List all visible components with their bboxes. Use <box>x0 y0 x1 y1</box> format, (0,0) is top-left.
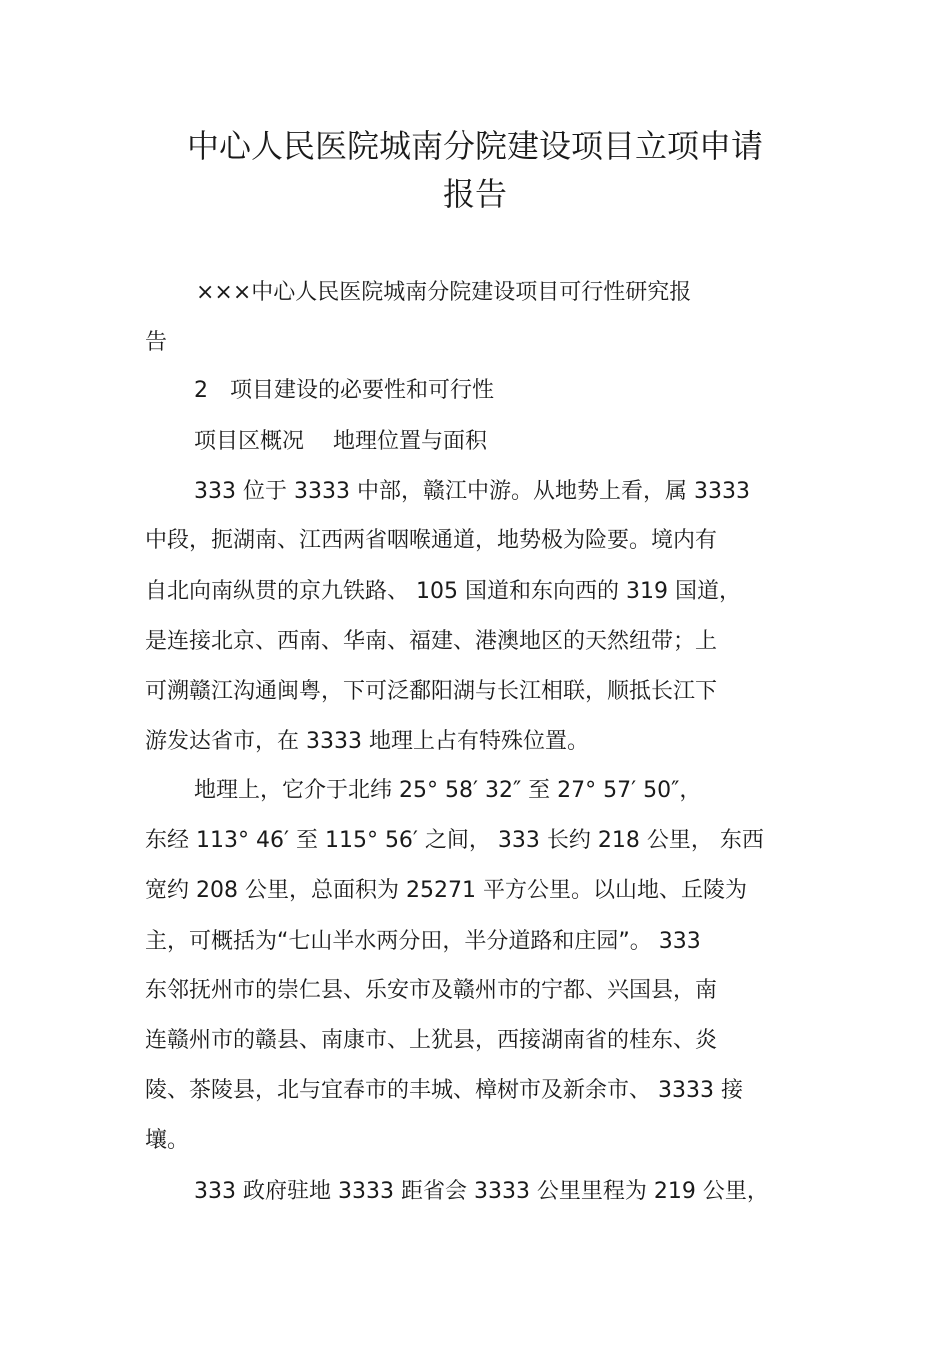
body-line: 连赣州市的赣县、南康市、上犹县，西接湖南省的桂东、炎 <box>145 1028 718 1053</box>
body-line: 333 政府驻地 3333 距省会 3333 公里里程为 219 公里， <box>194 1179 769 1204</box>
body-line: 游发达省市，在 3333 地理上占有特殊位置。 <box>145 729 589 754</box>
body-line: 陵、茶陵县，北与宜春市的丰城、樟树市及新余市、 3333 接 <box>145 1078 743 1103</box>
body-line: 是连接北京、西南、华南、福建、港澳地区的天然纽带；上 <box>145 629 718 654</box>
document-title-line-1: 中心人民医院城南分院建设项目立项申请 <box>186 127 763 165</box>
body-line: 中段，扼湖南、江西两省咽喉通道，地势极为险要。境内有 <box>145 528 718 553</box>
body-line: 告 <box>145 330 168 355</box>
body-line: 地理上，它介于北纬 25° 58′ 32″ 至 27° 57′ 50″， <box>194 778 702 803</box>
body-line: ×××中心人民医院城南分院建设项目可行性研究报 <box>196 280 692 305</box>
body-line: 壤。 <box>145 1128 190 1153</box>
body-line: 东邻抚州市的崇仁县、乐安市及赣州市的宁都、兴国县，南 <box>145 978 718 1003</box>
document-title-line-2: 报告 <box>442 175 507 213</box>
body-line: 自北向南纵贯的京九铁路、 105 国道和东向西的 319 国道， <box>145 579 741 604</box>
body-line: 主，可概括为“七山半水两分田，半分道路和庄园”。 333 <box>145 929 701 954</box>
section-heading: 2 项目建设的必要性和可行性 <box>194 378 494 403</box>
subsection-heading: 项目区概况 地理位置与面积 <box>194 429 487 454</box>
body-line: 宽约 208 公里，总面积为 25271 平方公里。以山地、丘陵为 <box>145 878 747 903</box>
body-line: 可溯赣江沟通闽粤，下可泛鄱阳湖与长江相联，顺抵长江下 <box>145 679 718 704</box>
body-line: 东经 113° 46′ 至 115° 56′ 之间， 333 长约 218 公里， 东西 <box>145 828 764 853</box>
body-line: 333 位于 3333 中部，赣江中游。从地势上看，属 3333 <box>194 479 750 504</box>
